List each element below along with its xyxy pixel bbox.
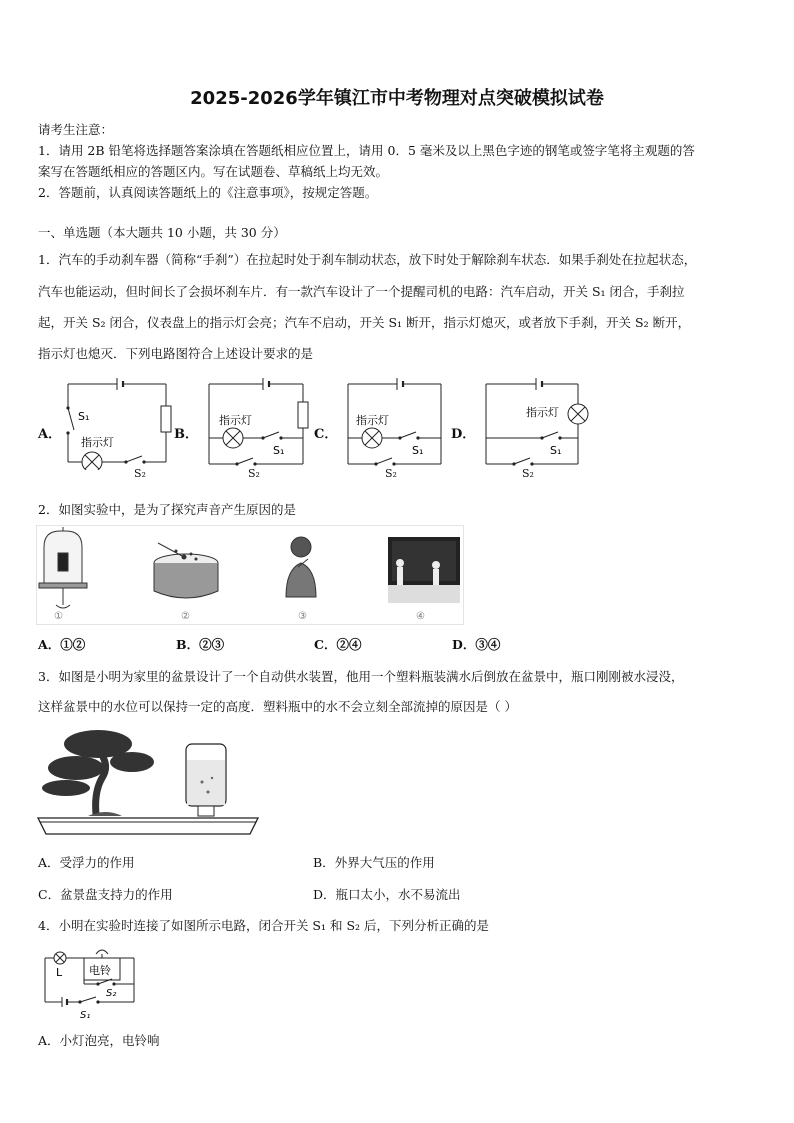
q1-a-s1-label: S₁ xyxy=(78,410,90,423)
q4-bell-label: 电铃 xyxy=(89,964,111,977)
q1-c-s2-label: S₂ xyxy=(385,467,397,480)
section-heading: 一、单选题（本大题共 10 小题，共 30 分） xyxy=(38,225,286,240)
q1-option-c-label[interactable]: C． xyxy=(314,427,338,442)
q2-option-d[interactable]: D．③④ xyxy=(452,637,501,652)
q1-option-b-label[interactable]: B． xyxy=(174,427,198,442)
q1-circuit-b xyxy=(203,378,315,470)
q2-fig-1-label: ① xyxy=(54,611,63,622)
q1-line-1: 1．汽车的手动刹车器（简称“手刹”）在拉起时处于刹车制动状态，放下时处于解除刹车状态．如果手刹处在拉起状态， xyxy=(38,252,697,267)
q3-option-b[interactable]: B．外界大气压的作用 xyxy=(313,855,435,870)
q2-fig-2-label: ② xyxy=(181,611,190,622)
notice-item-1-line-2: 案写在答题纸相应的答题区内。写在试题卷、草稿纸上均无效。 xyxy=(38,164,389,179)
q4-option-a[interactable]: A．小灯泡亮，电铃响 xyxy=(38,1033,160,1048)
q3-option-a[interactable]: A．受浮力的作用 xyxy=(38,855,135,870)
q2-option-a[interactable]: A．①② xyxy=(38,637,86,652)
q1-a-lamp-label: 指示灯 xyxy=(81,436,114,449)
q1-d-lamp-label: 指示灯 xyxy=(526,406,559,419)
notice-heading: 请考生注意： xyxy=(38,122,114,137)
q1-b-s1-label: S₁ xyxy=(273,444,285,457)
q1-b-lamp-label: 指示灯 xyxy=(219,414,252,427)
q2-stem: 2．如图实验中，是为了探究声音产生原因的是 xyxy=(38,502,296,517)
q3-line-2: 这样盆景中的水位可以保持一定的高度．塑料瓶中的水不会立刻全部流掉的原因是（ ） xyxy=(38,699,517,714)
q1-b-s2-label: S₂ xyxy=(248,467,260,480)
q1-option-d-label[interactable]: D． xyxy=(451,427,476,442)
q4-lamp-label: L xyxy=(56,966,63,979)
q1-d-s1-label: S₁ xyxy=(550,444,562,457)
q1-line-2: 汽车也能运动，但时间长了会损坏刹车片．有一款汽车设计了一个提醒司机的电路：汽车启动，开关 S₁ 闭合，手刹拉 xyxy=(38,284,685,299)
q3-line-1: 3．如图是小明为家里的盆景设计了一个自动供水装置，他用一个塑料瓶装满水后倒放在盆景中，瓶口刚刚被水浸没， xyxy=(38,669,684,684)
q2-experiment-figures xyxy=(36,525,464,625)
q1-circuit-a xyxy=(62,378,172,470)
exam-title: 2025-2026学年镇江市中考物理对点突破模拟试卷 xyxy=(190,88,604,109)
q1-circuit-d xyxy=(480,378,592,470)
q2-option-c[interactable]: C．②④ xyxy=(314,637,362,652)
q1-line-4: 指示灯也熄灭．下列电路图符合上述设计要求的是 xyxy=(38,346,314,361)
q1-circuit-c xyxy=(342,378,447,470)
q1-c-s1-label: S₁ xyxy=(412,444,424,457)
q1-line-3: 起，开关 S₂ 闭合，仪表盘上的指示灯会亮；汽车不启动，开关 S₁ 断开，指示灯熄灭，或者放下手刹，开关 S₂ 断开， xyxy=(38,315,691,330)
q1-d-s2-label: S₂ xyxy=(522,467,534,480)
q1-c-lamp-label: 指示灯 xyxy=(356,414,389,427)
q3-option-d[interactable]: D．瓶口太小，水不易流出 xyxy=(313,887,461,902)
q1-option-a-label[interactable]: A． xyxy=(38,427,62,442)
q3-option-c[interactable]: C．盆景盘支持力的作用 xyxy=(38,887,173,902)
q1-a-s2-label: S₂ xyxy=(134,467,146,480)
q3-bonsai-figure xyxy=(36,722,260,840)
q2-fig-4-label: ④ xyxy=(416,611,425,622)
q4-stem: 4．小明在实验时连接了如图所示电路，闭合开关 S₁ 和 S₂ 后，下列分析正确的是 xyxy=(38,918,489,933)
notice-item-1-line-1: 1．请用 2B 铅笔将选择题答案涂填在答题纸相应位置上，请用 0．5 毫米及以上黑色字迹的钢笔或签字笔将主观题的答 xyxy=(38,143,695,158)
q2-fig-3-label: ③ xyxy=(298,611,307,622)
q2-option-b[interactable]: B．②③ xyxy=(176,637,225,652)
notice-item-2: 2．答题前，认真阅读答题纸上的《注意事项》，按规定答题。 xyxy=(38,185,378,200)
q4-circuit xyxy=(40,944,140,1022)
q4-s1-label: S₁ xyxy=(80,1010,91,1021)
q4-s2-label: S₂ xyxy=(106,988,117,999)
